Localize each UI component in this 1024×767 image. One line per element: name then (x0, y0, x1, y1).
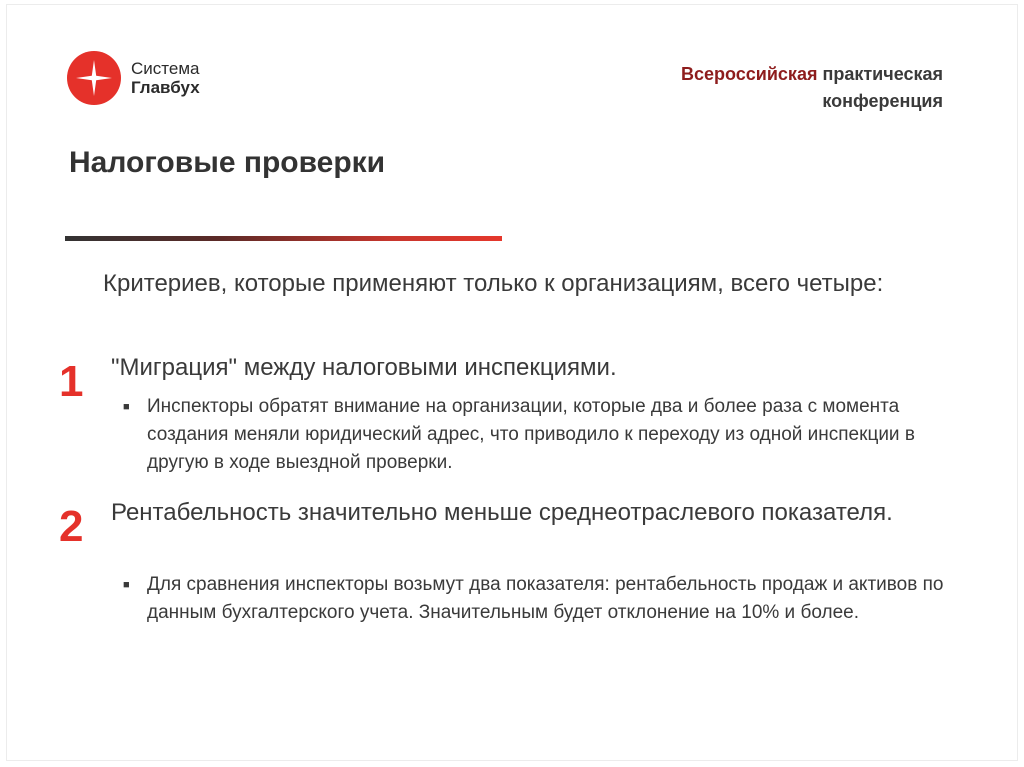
item-number-2: 2 (59, 502, 84, 551)
intro-text: Критериев, которые применяют только к организациям, всего четыре: (103, 270, 884, 297)
conference-accent-word: Всероссийская (681, 64, 818, 84)
item-number-1: 1 (59, 357, 84, 406)
star-logo-icon (67, 51, 121, 105)
item-heading-1: "Миграция" между налоговыми инспекциями. (111, 354, 617, 381)
page-title: Налоговые проверки (69, 146, 386, 179)
logo-text (131, 59, 200, 97)
conference-title (681, 61, 943, 115)
bullet-square-icon: ■ (123, 579, 130, 591)
conference-line-1 (681, 61, 943, 88)
item-bullet-1 (123, 393, 947, 477)
logo-line-1: Система (131, 59, 200, 78)
logo (67, 51, 200, 105)
title-underline (65, 236, 502, 241)
slide (6, 4, 1018, 761)
item-heading-2: Рентабельность значительно меньше среднеотраслевого показателя. (111, 499, 893, 526)
bullet-square-icon: ■ (123, 401, 130, 413)
conference-line-2: конференция (822, 91, 943, 111)
conference-rest: практическая (817, 64, 943, 84)
item-bullet-2 (123, 571, 987, 627)
bullet-text-1: Инспекторы обратят внимание на организации, которые два и более раза с момента создания меняли юридический адрес, что приводило к переходу из одной инспекции в другую в ходе выездной проверки. (147, 396, 915, 473)
bullet-text-2: Для сравнения инспекторы возьмут два показателя: рентабельность продаж и активов по данным бухгалтерского учета. Значительным будет отклонение на 10% и более. (147, 574, 944, 623)
logo-line-2: Главбух (131, 78, 200, 97)
